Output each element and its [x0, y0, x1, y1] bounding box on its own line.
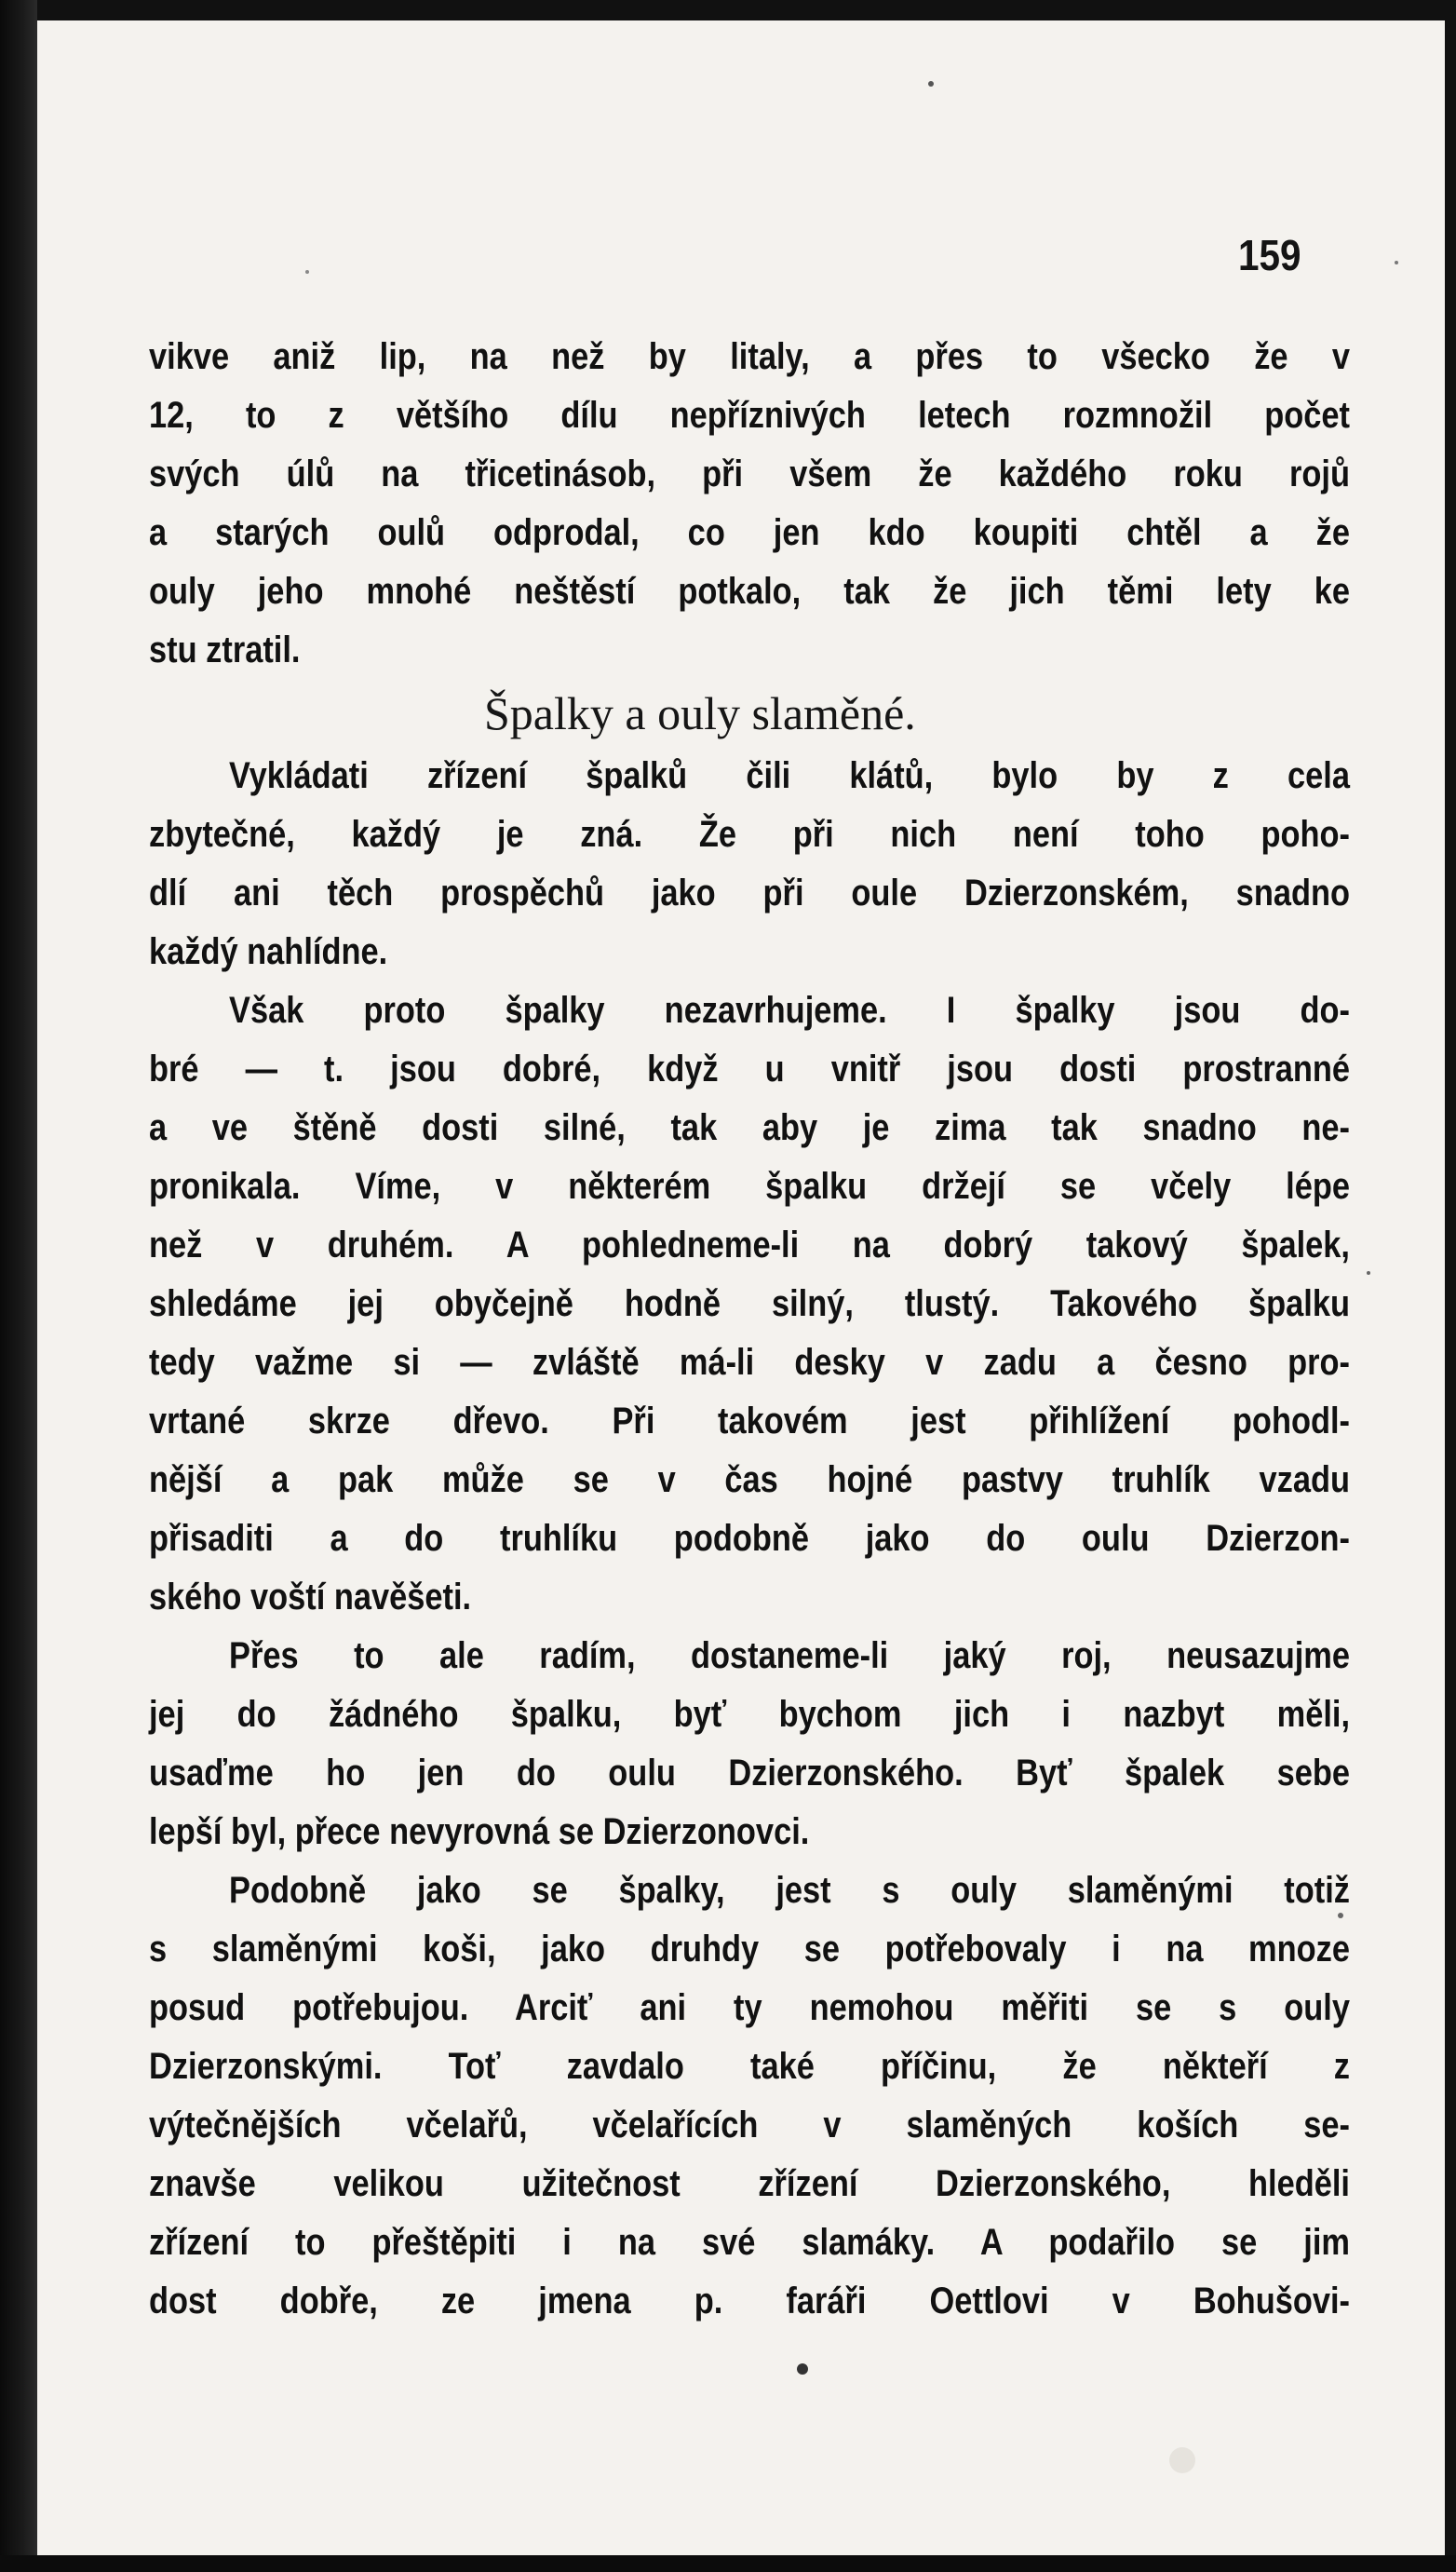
text-line: bré — t. jsou dobré, když u vnitř jsou dosti prostranné: [149, 1049, 1350, 1090]
text-line: než v druhém. A pohledneme-li na dobrý takový špalek,: [149, 1225, 1350, 1266]
page-number: 159: [1238, 231, 1301, 279]
text-line: shledáme jej obyčejně hodně silný, tlustý. Takového špalku: [149, 1283, 1350, 1324]
section-heading: Špalky a ouly slaměné.: [484, 687, 916, 739]
text-line: lepší byl, přece nevyrovná se Dzierzonovci.: [149, 1811, 810, 1852]
speck: [305, 270, 309, 274]
paragraph: [149, 747, 1350, 981]
text-line: stu ztratil.: [149, 629, 301, 670]
paragraph: [149, 1861, 1350, 2331]
speck: [797, 2363, 808, 2375]
text-line: 12, to z většího dílu nepříznivých letech rozmnožil počet: [149, 395, 1350, 436]
text-line: svých úlů na třicetinásob, při všem že každého roku rojů: [149, 453, 1350, 494]
text-line: každý nahlídne.: [149, 931, 388, 972]
speck: [1367, 1271, 1370, 1275]
scan-bottom-edge: [0, 2555, 1456, 2572]
speck: [1169, 2447, 1195, 2473]
text-line: znavše velikou užitečnost zřízení Dzierzonského, hleděli: [149, 2163, 1350, 2204]
text-line: tedy važme si — zvláště má-li desky v zadu a česno pro-: [149, 1342, 1350, 1383]
text-line: s slaměnými koši, jako druhdy se potřebovaly i na mnoze: [149, 1929, 1350, 1970]
scan-left-edge: [0, 0, 37, 2572]
text-line: výtečnějších včelařů, včelařících v slaměných koších se-: [149, 2105, 1350, 2146]
text-line: vrtané skrze dřevo. Při takovém jest přihlížení pohodl-: [149, 1401, 1350, 1442]
text-line: Však proto špalky nezavrhujeme. I špalky jsou do-: [229, 990, 1350, 1031]
text-line: Podobně jako se špalky, jest s ouly slaměnými totiž: [229, 1870, 1350, 1911]
text-line: a ve štěně dosti silné, tak aby je zima tak snadno ne-: [149, 1107, 1350, 1148]
paragraph: [149, 1627, 1350, 1861]
text-line: dlí ani těch prospěchů jako při oule Dzierzonském, snadno: [149, 873, 1350, 914]
text-line: a starých oulů odprodal, co jen kdo koupiti chtěl a že: [149, 512, 1350, 553]
text-line: zbytečné, každý je zná. Že při nich není toho poho-: [149, 814, 1350, 855]
book-page: [37, 20, 1445, 2555]
text-line: usaďme ho jen do oulu Dzierzonského. Byť špalek sebe: [149, 1753, 1350, 1794]
text-line: pronikala. Víme, v některém špalku držejí se včely lépe: [149, 1166, 1350, 1207]
text-line: přisaditi a do truhlíku podobně jako do oulu Dzierzon-: [149, 1518, 1350, 1559]
text-line: Přes to ale radím, dostaneme-li jaký roj, neusazujme: [229, 1635, 1350, 1676]
text-line: zřízení to přeštěpiti i na své slamáky. A podařilo se jim: [149, 2222, 1350, 2263]
paragraph: [149, 981, 1350, 1627]
text-line: nější a pak může se v čas hojné pastvy truhlík vzadu: [149, 1459, 1350, 1500]
text-line: Dzierzonskými. Toť zavdalo také příčinu, že někteří z: [149, 2046, 1350, 2087]
speck: [1395, 261, 1398, 264]
page-text: [149, 328, 1350, 2331]
text-line: ského voští navěšeti.: [149, 1577, 472, 1618]
speck: [928, 81, 934, 87]
text-line: ouly jeho mnohé neštěstí potkalo, tak že jich těmi lety ke: [149, 571, 1350, 612]
text-line: Vykládati zřízení špalků čili klátů, bylo by z cela: [229, 755, 1350, 796]
text-line: jej do žádného špalku, byť bychom jich i nazbyt měli,: [149, 1694, 1350, 1735]
text-line: dost dobře, ze jmena p. faráři Oettlovi v Bohušovi-: [149, 2281, 1350, 2322]
text-line: vikve aniž lip, na než by litaly, a přes to všecko že v: [149, 336, 1350, 377]
text-line: posud potřebujou. Arciť ani ty nemohou měřiti se s ouly: [149, 1987, 1350, 2028]
